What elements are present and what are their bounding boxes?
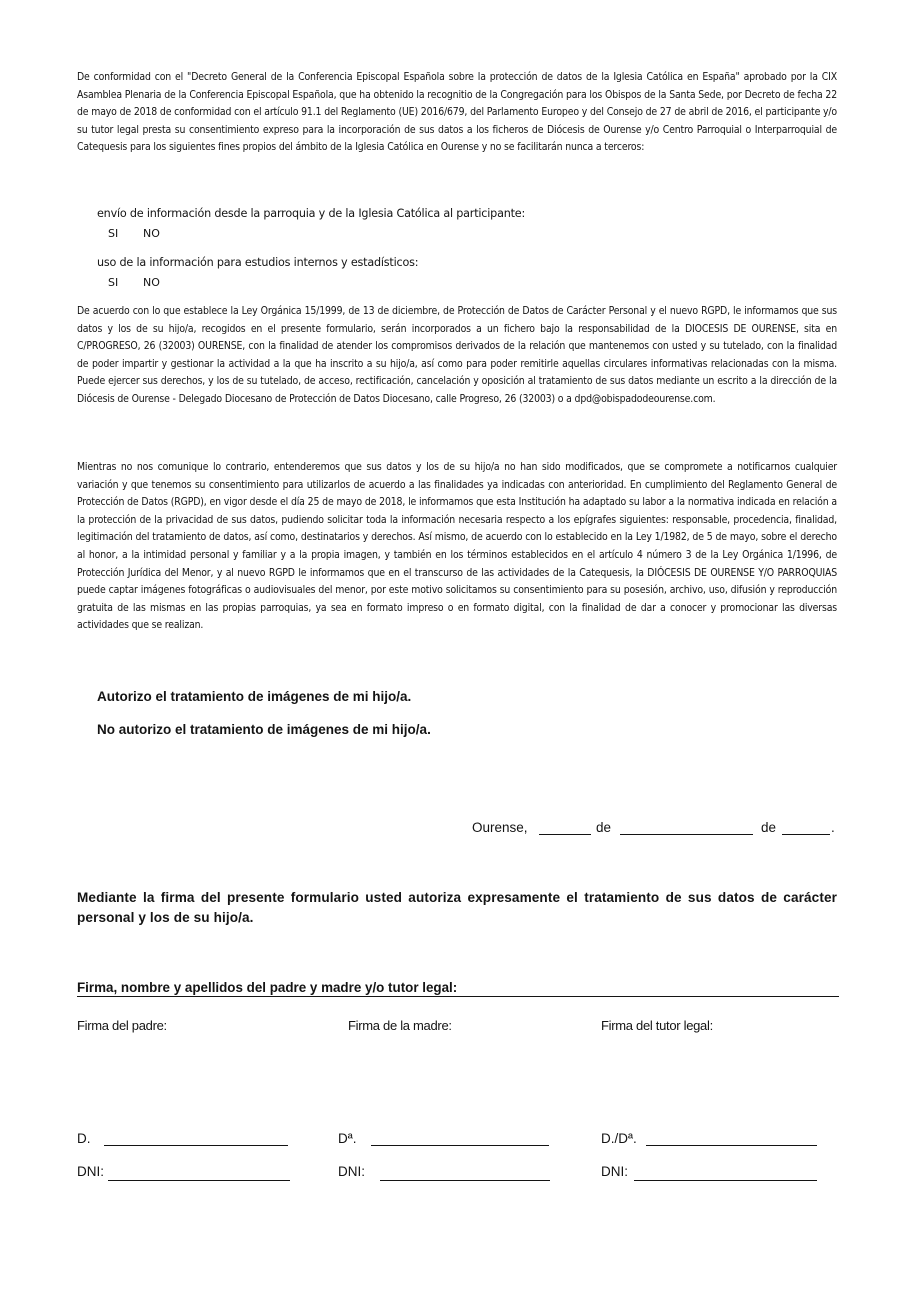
tutor-signature-label: Firma del tutor legal:: [601, 1018, 713, 1033]
intro-paragraph: De conformidad con el "Decreto General de la Conferencia Episcopal Española sobre la protección de datos de la Iglesia Católica en España" aprobado por la CIX Asamblea Plenaria de la Conferencia Episcopal Española, que ha obtenido la recognitio de la Congregación para los Obispos de la Santa Sede, por Decreto de fecha 22 de mayo de 2018 de conformidad con el artículo 91.1 del Reglamento (UE) 2016/679, del Parlamento Europeo y del Consejo de 27 de abril de 2016, el participante y/o su tutor legal presta su consentimiento expreso para la incorporación de sus datos a los ficheros de Diócesis de Ourense y/o Centro Parroquial o Interparroquial de Catequesis para los siguientes fines propios del ámbito de la Iglesia Católica en Ourense y no se facilitarán nunca a terceros:: [77, 71, 837, 154]
date-year-blank[interactable]: [782, 822, 830, 835]
option-info-no[interactable]: NO: [143, 227, 160, 240]
tutor-name-label: D./Dª.: [601, 1131, 637, 1146]
data-protection-paragraph: De acuerdo con lo que establece la Ley Orgánica 15/1999, de 13 de diciembre, de Protección de Datos de Carácter Personal y el nuevo RGPD, le informamos que sus datos y los de su hijo/a, recogidos en el presente formulario, serán incorporados a un fichero bajo la responsabilidad de la DIOCESIS DE OURENSE, sita en C/PROGRESO, 26 (32003) OURENSE, con la finalidad de atender los compromisos derivados de la relación que mantenemos con usted y su tutelado, con la finalidad de poder impartir y gestionar la actividad a la que ha inscrito a su hijo/a, así como para poder remitirle aquellas circulares informativas relacionadas con la misma. Puede ejercer sus derechos, y los de su tutelado, de acceso, rectificación, cancelación y oposición al tratamiento de sus datos mediante un escrito a la dirección de la Diócesis de Ourense - Delegado Diocesano de Protección de Datos Diocesano, calle Progreso, 26 (32003) o a dpd@obispadodeourense.com.: [77, 305, 837, 405]
father-signature-label: Firma del padre:: [77, 1018, 167, 1033]
date-de-1: de: [596, 820, 612, 835]
tutor-dni-label: DNI:: [601, 1164, 628, 1179]
mother-name-blank[interactable]: [371, 1145, 549, 1146]
mother-name-label: Dª.: [338, 1131, 357, 1146]
consent-statement: Mediante la firma del presente formulario usted autoriza expresamente el tratamiento de sus datos de carácter personal y los de su hijo/a.: [77, 890, 837, 925]
mother-signature-label: Firma de la madre:: [348, 1018, 452, 1033]
signature-header-rule: [77, 996, 839, 997]
tutor-name-blank[interactable]: [646, 1145, 817, 1146]
date-de-2: de: [761, 820, 777, 835]
date-month-blank[interactable]: [620, 822, 753, 835]
father-name-blank[interactable]: [104, 1145, 288, 1146]
authorize-images-option[interactable]: Autorizo el tratamiento de imágenes de mi hijo/a.: [97, 689, 412, 704]
mother-dni-label: DNI:: [338, 1164, 365, 1179]
option-info-question: envío de información desde la parroquia y de la Iglesia Católica al participante:: [97, 207, 526, 220]
mother-dni-blank[interactable]: [380, 1180, 550, 1181]
option-stats-question: uso de la información para estudios internos y estadísticos:: [97, 256, 419, 269]
not-authorize-images-option[interactable]: No autorizo el tratamiento de imágenes de mi hijo/a.: [97, 722, 431, 737]
father-dni-label: DNI:: [77, 1164, 104, 1179]
signature-header: Firma, nombre y apellidos del padre y madre y/o tutor legal:: [77, 980, 458, 995]
father-dni-blank[interactable]: [108, 1180, 290, 1181]
option-stats-yes[interactable]: SI: [108, 276, 119, 289]
option-info-yes[interactable]: SI: [108, 227, 119, 240]
date-city: Ourense,: [472, 820, 528, 835]
image-rights-paragraph: Mientras no nos comunique lo contrario, entenderemos que sus datos y los de su hijo/a no han sido modificados, que se compromete a notificarnos cualquier variación y que tenemos su consentimiento para utilizarlos de acuerdo a las finalidades ya indicadas con anterioridad. En cumplimiento del Reglamento General de Protección de Datos (RGPD), en vigor desde el día 25 de mayo de 2018, le informamos que esta Institución ha adaptado su labor a la normativa indicada en relación a la protección de la privacidad de sus datos, pudiendo solicitar toda la información necesaria respecto a los epígrafes siguientes: responsable, procedencia, finalidad, legitimación del tratamiento de datos, así como, destinatarios y derechos. Así mismo, de acuerdo con lo establecido en la Ley 1/1982, de 5 de mayo, sobre el derecho al honor, a la intimidad personal y familiar y a la propia imagen, y también en los términos establecidos en el artículo 4 número 3 de la Ley Orgánica 1/1996, de Protección Jurídica del Menor, y al nuevo RGPD le informamos que en el transcurso de las actividades de la Catequesis, la DIÓCESIS DE OURENSE Y/O PARROQUIAS puede captar imágenes fotográficas o audiovisuales del menor, por este motivo solicitamos su consentimiento para su posesión, archivo, uso, difusión y reproducción gratuita de las mismas en las propias parroquias, ya sea en formato impreso o en formato digital, con la finalidad de dar a conocer y promocionar las diversas actividades que se realizan.: [77, 461, 837, 632]
option-stats-no[interactable]: NO: [143, 276, 160, 289]
father-name-label: D.: [77, 1131, 91, 1146]
date-end-period: .: [831, 820, 835, 835]
date-day-blank[interactable]: [539, 822, 591, 835]
tutor-dni-blank[interactable]: [634, 1180, 817, 1181]
